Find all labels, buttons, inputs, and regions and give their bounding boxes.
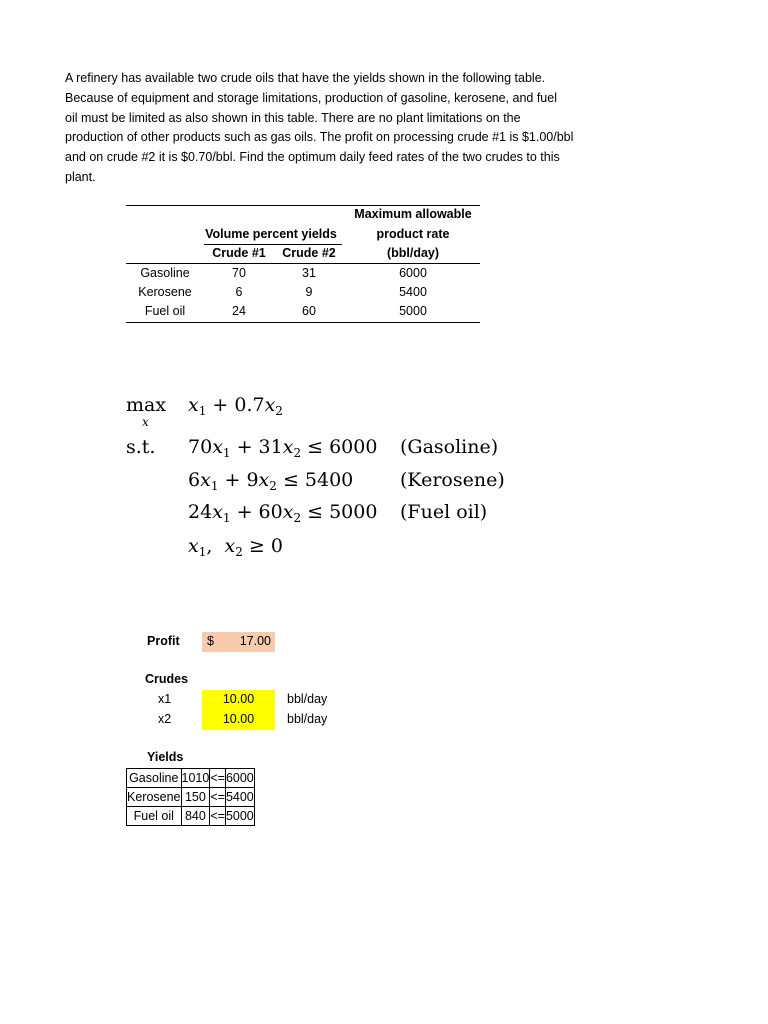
x2-value: 10.00 [222,712,255,726]
x2-input-cell[interactable] [202,710,275,730]
product-cell[interactable]: Kerosene [127,788,182,807]
max-header-line: (bbl/day) [386,246,440,260]
constraint-gasoline: $70x_1 + 31x_2 \le 6000$ [188,436,378,460]
max-header-line: Maximum allowable [354,207,472,221]
variable-name: x2 [158,712,172,726]
subject-to-label: s.t. [126,436,156,458]
row-max-rate: 5400 [399,285,427,299]
product-cell[interactable]: Gasoline [127,769,182,788]
crudes-label: Crudes [145,672,189,686]
row-crude2: 60 [302,304,316,318]
row-crude1: 6 [235,285,243,299]
row-crude2: 31 [302,266,316,280]
profit-label: Profit [147,634,180,648]
problem-line: plant. [65,170,96,184]
constraints-table [126,768,255,826]
computed-cell[interactable]: 150 [181,788,210,807]
objective-expression: $x_1 + 0.7x_2$ [188,394,283,418]
x1-value: 10.00 [222,692,255,706]
profit-cell[interactable] [202,632,275,652]
problem-line: production of other products such as gas oils. The profit on processing crude #1 is $1.00/bbl [65,130,574,144]
variable-name: x1 [158,692,172,706]
group-underline [204,244,342,245]
table-top-rule [126,205,480,206]
computed-cell[interactable]: 840 [181,807,210,826]
product-cell[interactable]: Fuel oil [127,807,182,826]
constraint-label: (Fuel oil) [400,501,488,523]
header-rule [126,263,480,264]
problem-line: Because of equipment and storage limitations, production of gasoline, kerosene, and fuel [65,91,557,105]
computed-cell[interactable]: 1010 [181,769,210,788]
col-header-crude1: Crude #1 [212,246,266,260]
constraint-kerosene: $6x_1 + 9x_2 \le 5400$ [188,469,354,493]
objective-keyword: max [126,394,167,416]
row-crude2: 9 [305,285,313,299]
problem-line: and on crude #2 it is $0.70/bbl. Find the optimum daily feed rates of the two crudes to this [65,150,560,164]
max-header-line: product rate [376,227,450,241]
table-row [127,807,255,826]
limit-cell[interactable]: 5400 [225,788,254,807]
yields-table [126,205,480,323]
constraint-label: (Gasoline) [400,436,499,458]
problem-line: A refinery has available two crude oils that have the yields shown in the following table. [65,71,546,85]
table-row [127,788,255,807]
constraint-label: (Kerosene) [400,469,505,491]
constraint-nonnegativity: $x_1$, $x_2 \ge 0$ [188,535,283,559]
variable-unit: bbl/day [287,712,328,726]
problem-line: oil must be limited as also shown in this table. There are no plant limitations on the [65,111,521,125]
profit-value: 17.00 [239,634,271,648]
operator-cell[interactable]: <= [210,807,226,826]
limit-cell[interactable]: 6000 [225,769,254,788]
table-bottom-rule [126,322,480,323]
row-product: Fuel oil [144,304,186,318]
yields-label: Yields [147,750,184,764]
group-header: Volume percent yields [205,227,337,241]
row-max-rate: 5000 [399,304,427,318]
limit-cell[interactable]: 5000 [225,807,254,826]
constraint-fuel-oil: $24x_1 + 60x_2 \le 5000$ [188,501,378,525]
x1-input-cell[interactable] [202,690,275,710]
objective-subscript: x [142,415,149,429]
row-product: Kerosene [138,285,192,299]
table-row [127,769,255,788]
operator-cell[interactable]: <= [210,769,226,788]
profit-currency: $ [207,634,214,648]
row-max-rate: 6000 [399,266,427,280]
row-product: Gasoline [140,266,190,280]
operator-cell[interactable]: <= [210,788,226,807]
col-header-crude2: Crude #2 [282,246,336,260]
row-crude1: 24 [232,304,246,318]
row-crude1: 70 [232,266,246,280]
variable-unit: bbl/day [287,692,328,706]
